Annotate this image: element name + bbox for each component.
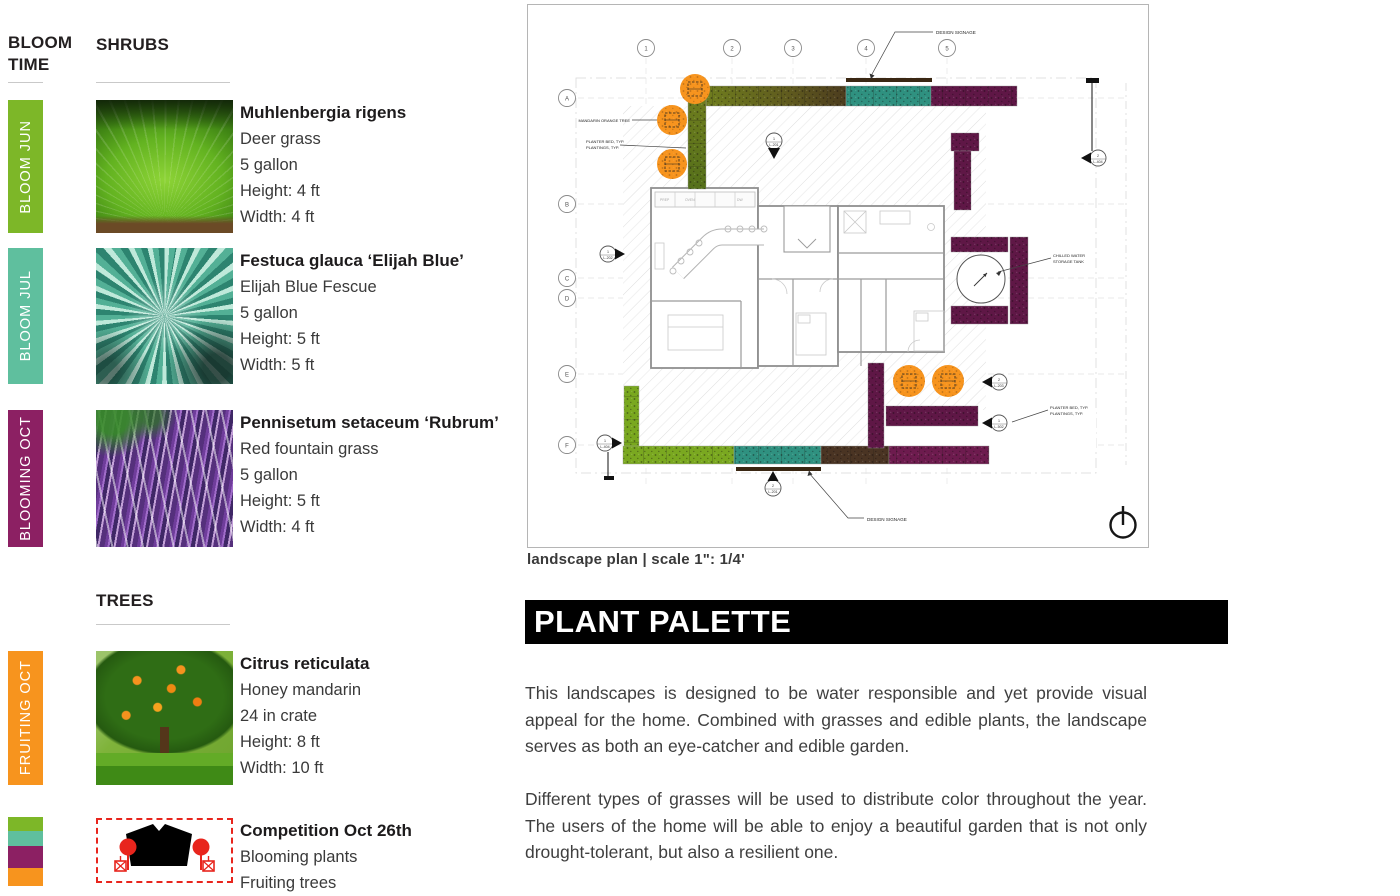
bloom-color-stack (8, 817, 43, 886)
svg-text:1: 1 (998, 419, 1000, 423)
bloom-tag-jun (8, 100, 43, 233)
plant-width: Width: 10 ft (240, 759, 324, 777)
plant-size: 5 gallon (240, 156, 298, 174)
planter-bed-right-label-2: PLANTINGS, TYP. (1050, 411, 1084, 416)
svg-text:A: A (564, 96, 570, 103)
body-paragraph-1: This landscapes is designed to be water responsible and yet provide visual appeal for the home. Combined with grasses and edible plants, the landscape serves as both an eye-catcher and edible garden. (525, 683, 1147, 756)
plant-size: 24 in crate (240, 707, 318, 725)
planter-bed-label-1: PLANTER BED, TYP. (586, 139, 625, 144)
svg-text:3: 3 (791, 46, 795, 53)
plant-width: Width: 5 ft (240, 356, 315, 374)
plant-height: Height: 5 ft (240, 330, 320, 348)
competition-house-trees-icon (98, 820, 231, 881)
competition-info (240, 818, 540, 896)
plant-photo-deer-grass (96, 100, 233, 233)
svg-text:1: 1 (604, 439, 606, 443)
bloom-time-header: BLOOM TIME (8, 33, 73, 74)
svg-text:1: 1 (607, 250, 609, 254)
svg-text:2: 2 (1097, 154, 1099, 158)
svg-text:5: 5 (945, 46, 949, 53)
trees-header: TREES (96, 591, 154, 610)
svg-text:L-404: L-404 (600, 445, 610, 449)
svg-text:2: 2 (998, 378, 1000, 382)
svg-text:L-202: L-202 (603, 256, 613, 260)
competition-line1: Blooming plants (240, 848, 358, 866)
svg-text:DW: DW (737, 198, 743, 202)
landscape-plan-frame (527, 4, 1149, 548)
plant-height: Height: 5 ft (240, 492, 320, 510)
plant-photo-citrus (96, 651, 233, 785)
plant-photo-fountain-grass (96, 410, 233, 547)
plant-palette-title: PLANT PALETTE (534, 604, 792, 639)
plant-info-deer-grass (240, 100, 540, 230)
fruiting-tag-oct-label: FRUITING OCT (17, 660, 34, 776)
chilled-water-label-2: STORAGE TANK (1053, 259, 1084, 264)
plant-width: Width: 4 ft (240, 518, 315, 536)
svg-text:2: 2 (772, 484, 774, 488)
stack-purple (8, 846, 43, 868)
plant-common-name: Elijah Blue Fescue (240, 278, 377, 296)
svg-text:L-404: L-404 (1093, 160, 1103, 164)
design-signage-bar-top (846, 78, 932, 82)
svg-text:L-201: L-201 (769, 143, 779, 147)
bloom-tag-jul (8, 248, 43, 384)
bloom-tag-oct (8, 410, 43, 547)
mandarin-orange-tree-label: MANDARIN ORANGE TREE (578, 118, 630, 123)
svg-text:OVEN: OVEN (685, 198, 695, 202)
stack-green (8, 817, 43, 831)
plant-palette-banner (525, 600, 1228, 644)
fruiting-tag-oct (8, 651, 43, 785)
design-signage-bottom-label: DESIGN SIGNAGE (867, 517, 907, 522)
svg-text:L-201: L-201 (768, 490, 778, 494)
svg-text:1: 1 (644, 46, 648, 53)
svg-text:B: B (564, 202, 570, 209)
svg-text:F: F (565, 443, 569, 450)
svg-text:PREP: PREP (660, 198, 670, 202)
shrubs-underline (96, 82, 230, 83)
north-arrow-icon (1111, 506, 1136, 538)
competition-title: Competition Oct 26th (240, 821, 412, 840)
plant-size: 5 gallon (240, 466, 298, 484)
plant-info-fountain-grass (240, 410, 540, 540)
plant-name: Pennisetum setaceum ‘Rubrum’ (240, 413, 499, 432)
planter-bed-right-label-1: PLANTER BED, TYP. (1050, 405, 1089, 410)
plant-photo-blue-fescue (96, 248, 233, 384)
plant-width: Width: 4 ft (240, 208, 315, 226)
house-plan (651, 188, 944, 368)
plant-info-blue-fescue (240, 248, 540, 378)
plant-name: Festuca glauca ‘Elijah Blue’ (240, 251, 464, 270)
svg-text:2: 2 (730, 46, 734, 53)
bloom-time-underline (8, 82, 43, 83)
competition-line2: Fruiting trees (240, 874, 337, 892)
chilled-water-label-1: CHILLED WATER (1053, 253, 1086, 258)
plant-common-name: Red fountain grass (240, 440, 379, 458)
plant-height: Height: 4 ft (240, 182, 320, 200)
bloom-tag-oct-label: BLOOMING OCT (17, 416, 34, 541)
plant-height: Height: 8 ft (240, 733, 320, 751)
svg-text:4: 4 (864, 46, 868, 53)
bloom-tag-jun-label: BLOOM JUN (17, 119, 34, 214)
planter-bed-label-2: PLANTINGS, TYP. (586, 145, 620, 150)
plant-common-name: Honey mandarin (240, 681, 362, 699)
svg-text:E: E (564, 372, 570, 379)
bloom-tag-jul-label: BLOOM JUL (17, 270, 34, 362)
design-signage-top-label: DESIGN SIGNAGE (936, 30, 976, 35)
plant-common-name: Deer grass (240, 130, 321, 148)
plant-name: Citrus reticulata (240, 654, 370, 673)
plant-size: 5 gallon (240, 304, 298, 322)
plant-name: Muhlenbergia rigens (240, 103, 407, 122)
plant-info-citrus (240, 651, 540, 781)
body-paragraph-2: Different types of grasses will be used to distribute color throughout the year. The users of the home will be able to enjoy a beautiful garden that is not only drought-tolerant, but also a resilient one. (525, 789, 1147, 862)
water-tank-symbol (957, 255, 1005, 303)
stack-orange (8, 868, 43, 886)
svg-text:L-502: L-502 (994, 425, 1004, 429)
trees-underline (96, 624, 230, 625)
competition-icon-box (96, 818, 233, 883)
svg-text:1: 1 (773, 137, 775, 141)
landscape-plan-drawing (528, 5, 1146, 545)
design-signage-bar-bottom (736, 467, 821, 471)
svg-text:D: D (564, 296, 570, 303)
svg-text:L-203: L-203 (994, 384, 1004, 388)
stack-teal (8, 831, 43, 846)
svg-text:C: C (564, 276, 570, 283)
plan-caption: landscape plan | scale 1": 1/4' (527, 551, 745, 568)
shrubs-header: SHRUBS (96, 35, 169, 54)
